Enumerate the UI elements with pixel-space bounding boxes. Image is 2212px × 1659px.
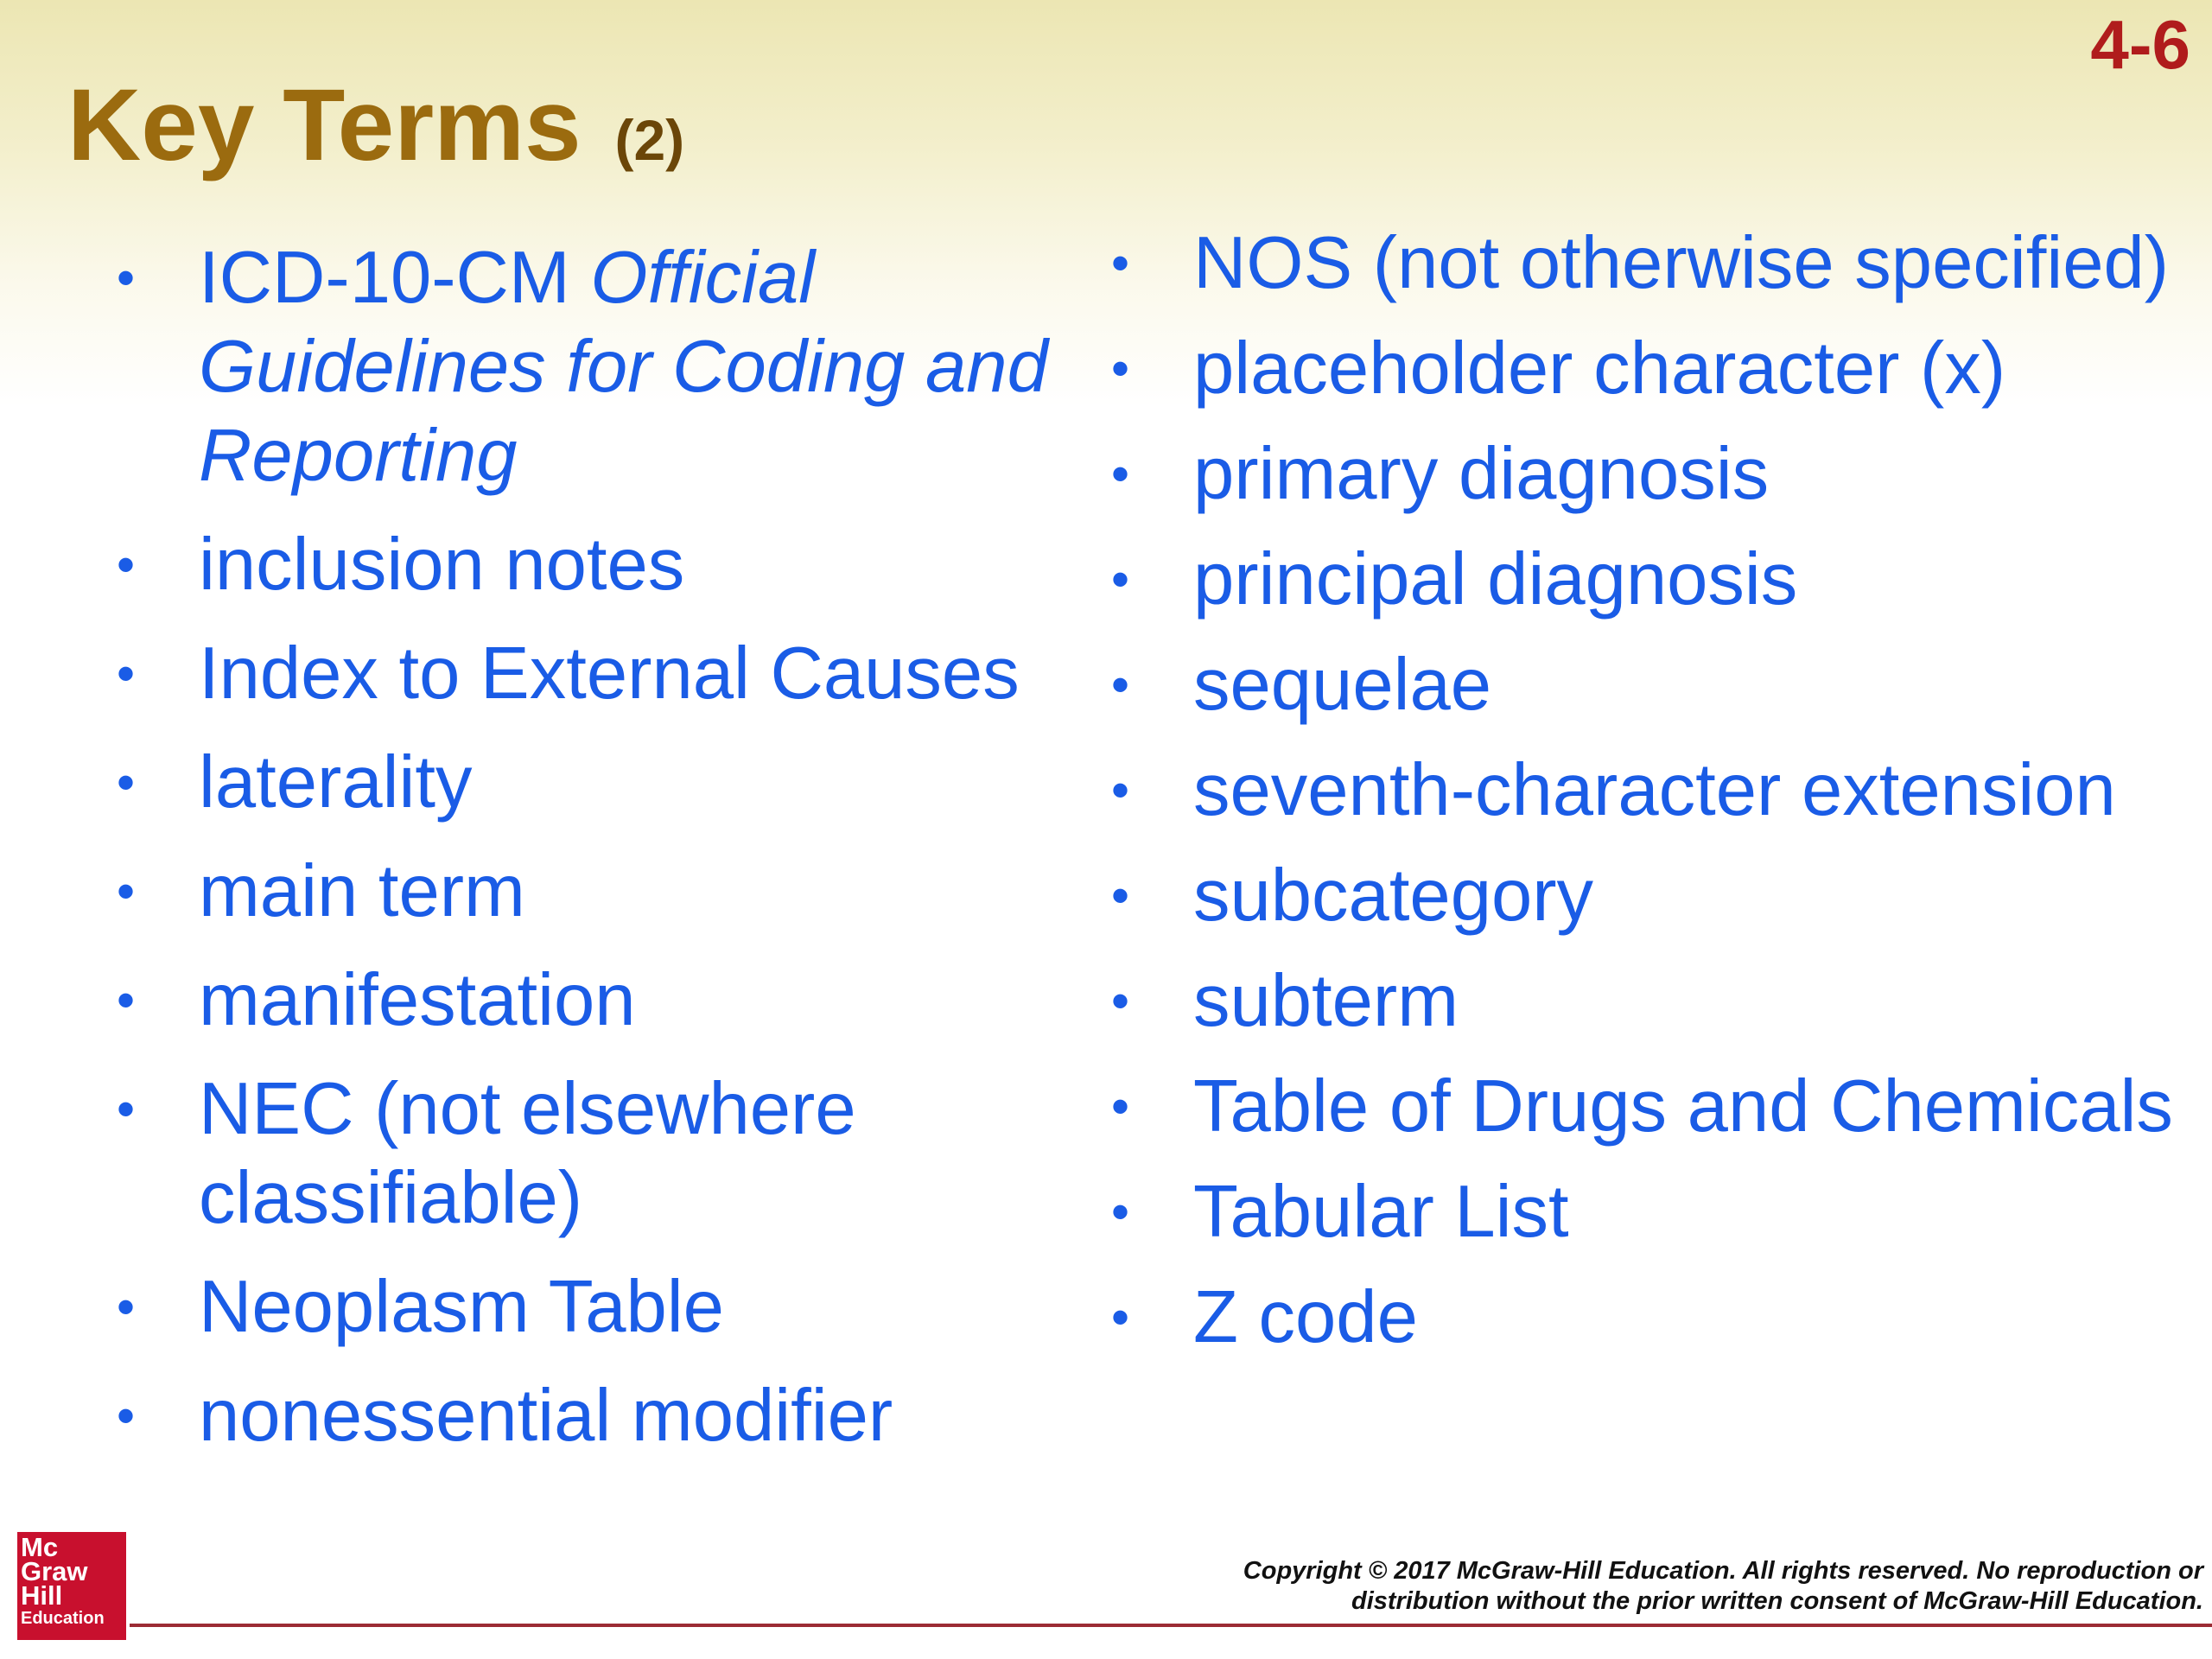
bullet-icon: •	[1111, 1183, 1130, 1241]
bullet-icon: •	[1111, 445, 1130, 503]
list-item	[1111, 640, 2183, 729]
logo-line-1: Mc	[21, 1532, 59, 1562]
logo-line-4: Education	[21, 1609, 105, 1628]
logo-line-2: Graw	[21, 1556, 88, 1586]
bullet-icon: •	[1111, 340, 1130, 397]
list-item	[117, 1065, 1093, 1243]
term-text: laterality	[199, 741, 473, 823]
bullet-icon: •	[1111, 234, 1130, 292]
term-text: principal diagnosis	[1193, 538, 1798, 620]
list-item	[1111, 535, 2183, 624]
list-item	[1111, 324, 2183, 413]
term-text: manifestation	[199, 959, 636, 1041]
bullet-icon: •	[1111, 550, 1130, 608]
list-item	[117, 629, 1093, 718]
term-text: subcategory	[1193, 855, 1594, 937]
copyright-line-1: Copyright © 2017 McGraw-Hill Education. All rights reserved. No reproduction or	[1243, 1557, 2203, 1585]
term-text: ICD-10-CM	[199, 237, 591, 319]
list-item	[1111, 1167, 2183, 1256]
slide-title	[67, 67, 684, 185]
term-text: Z code	[1193, 1276, 1418, 1358]
right-terms-list	[1111, 219, 2183, 1378]
bullet-icon: •	[117, 862, 136, 920]
bullet-icon: •	[1111, 972, 1130, 1030]
mcgraw-hill-logo	[17, 1532, 126, 1640]
list-item	[1111, 1273, 2183, 1362]
term-text: seventh-character extension	[1193, 749, 2116, 831]
list-item	[1111, 851, 2183, 940]
list-item	[1111, 429, 2183, 518]
term-text: Index to External Causes	[199, 632, 1020, 715]
term-text: nonessential modifier	[199, 1375, 893, 1457]
bullet-icon: •	[117, 1387, 136, 1445]
term-text: Table of Drugs and Chemicals	[1193, 1065, 2173, 1147]
left-terms-list	[117, 233, 1093, 1480]
bullet-icon: •	[1111, 867, 1130, 925]
term-text: NOS (not otherwise specified)	[1193, 222, 2170, 304]
term-text: Neoplasm Table	[199, 1266, 724, 1348]
list-item	[1111, 219, 2183, 308]
bullet-icon: •	[1111, 1288, 1130, 1346]
list-item	[1111, 1062, 2183, 1151]
copyright-line-2: distribution without the prior written consent of McGraw-Hill Education.	[1351, 1587, 2203, 1615]
bullet-icon: •	[117, 645, 136, 702]
bullet-icon: •	[117, 971, 136, 1029]
list-item	[1111, 746, 2183, 835]
bullet-icon: •	[117, 249, 136, 307]
bullet-icon: •	[1111, 656, 1130, 714]
term-text: sequelae	[1193, 644, 1492, 726]
list-item	[117, 233, 1093, 500]
slide-title-suffix: (2)	[614, 108, 685, 172]
bullet-icon: •	[1111, 761, 1130, 819]
logo-line-3: Hill	[21, 1580, 63, 1611]
term-text: primary diagnosis	[1193, 433, 1770, 515]
list-item	[117, 520, 1093, 609]
bullet-icon: •	[117, 753, 136, 811]
term-text: Tabular List	[1193, 1171, 1569, 1253]
bullet-icon: •	[117, 536, 136, 594]
copyright-notice	[1166, 1556, 2203, 1617]
term-text: subterm	[1193, 960, 1459, 1042]
term-text: inclusion notes	[199, 524, 685, 606]
bullet-icon: •	[1111, 1077, 1130, 1135]
list-item	[117, 1262, 1093, 1351]
list-item	[117, 738, 1093, 827]
term-italic-text: Official Guidelines for Coding and Reporting	[199, 237, 1048, 497]
slide-title-text: Key Terms	[67, 68, 582, 182]
list-item	[117, 956, 1093, 1045]
list-item	[117, 847, 1093, 936]
list-item	[1111, 957, 2183, 1046]
footer-divider	[130, 1624, 2212, 1627]
term-text: main term	[199, 850, 525, 932]
list-item	[117, 1371, 1093, 1460]
bullet-icon: •	[117, 1080, 136, 1138]
slide-number: 4-6	[2090, 6, 2190, 83]
term-text: NEC (not elsewhere classifiable)	[199, 1068, 856, 1239]
term-text: placeholder character (x)	[1193, 327, 2006, 410]
bullet-icon: •	[117, 1278, 136, 1336]
